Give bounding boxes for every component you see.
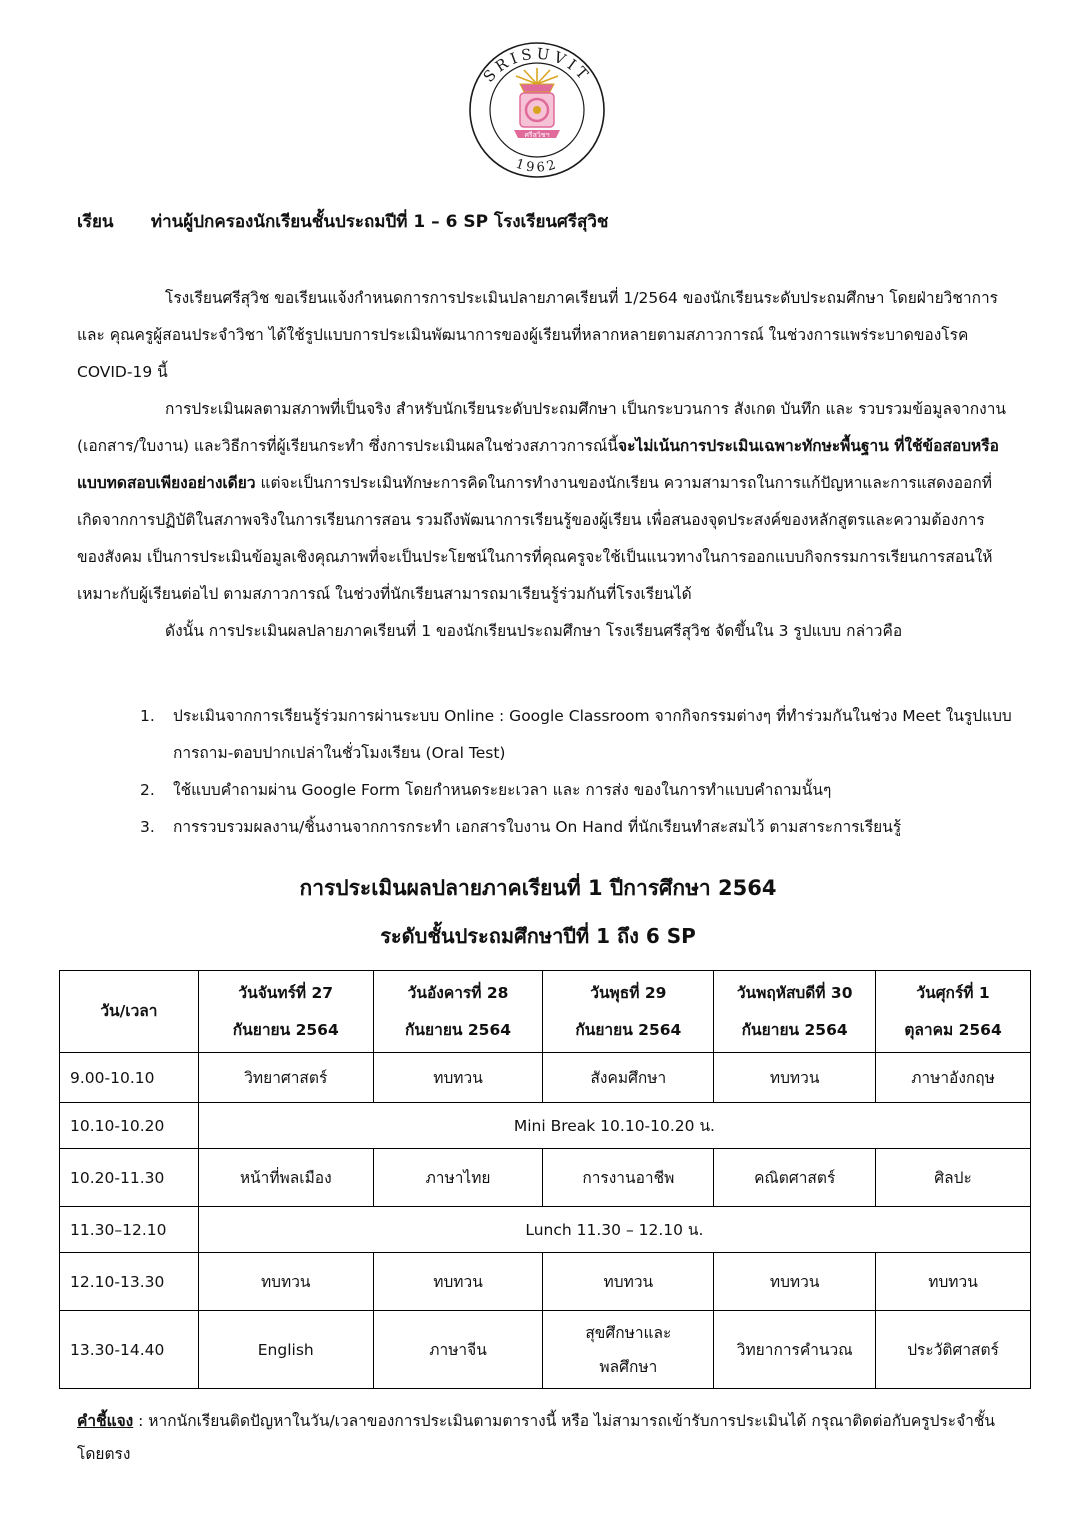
salutation-label: เรียน (77, 212, 114, 232)
subject-cell: ทบทวน (876, 1253, 1031, 1311)
exam-schedule-table (59, 970, 1031, 1389)
time-cell: 13.30-14.40 (60, 1311, 199, 1389)
table-row (60, 1053, 1031, 1103)
header-cell-day: วันจันทร์ที่ 27 กันยายน 2564 (198, 971, 373, 1053)
subject-cell: ภาษาอังกฤษ (876, 1053, 1031, 1103)
table-row-break (60, 1103, 1031, 1149)
seal-ribbon-text: ศรีสุวิชฯ (524, 131, 550, 139)
time-cell: 12.10-13.30 (60, 1253, 199, 1311)
list-item (140, 772, 1020, 809)
list-item (140, 809, 1020, 846)
subject-cell: ทบทวน (373, 1053, 543, 1103)
subject-cell: ภาษาไทย (373, 1149, 543, 1207)
break-cell: Mini Break 10.10-10.20 น. (198, 1103, 1030, 1149)
subject-cell: ทบทวน (714, 1253, 876, 1311)
list-item-number: 3. (140, 818, 155, 836)
subject-cell: ศิลปะ (876, 1149, 1031, 1207)
header-cell-day: วันพุธที่ 29 กันยายน 2564 (543, 971, 714, 1053)
lunch-cell: Lunch 11.30 – 12.10 น. (198, 1207, 1030, 1253)
header-cell-day: วันพฤหัสบดีที่ 30 กันยายน 2564 (714, 971, 876, 1053)
list-item-text: ใช้แบบคำถามผ่าน Google Form โดยกำหนดระยะเวลา และ การส่ง ของในการทำแบบคำถามนั้นๆ (173, 781, 832, 799)
time-cell: 11.30–12.10 (60, 1207, 199, 1253)
subject-cell: การงานอาชีพ (543, 1149, 714, 1207)
header-cell-day: วันศุกร์ที่ 1 ตุลาคม 2564 (876, 971, 1031, 1053)
subject-cell: หน้าที่พลเมือง (198, 1149, 373, 1207)
list-item-text: ประเมินจากการเรียนรู้ร่วมการผ่านระบบ Online : Google Classroom จากกิจกรรมต่างๆ ที่ทำร่วมกันในช่วง Meet ในรูปแบบ การถาม-ตอบปากเปล่าในชั่วโมงเรียน (Oral Test) (173, 707, 1012, 762)
salutation-text: ท่านผู้ปกครองนักเรียนชั้นประถมปีที่ 1 – 6 SP โรงเรียนศรีสุวิช (150, 212, 609, 232)
svg-text:1962 (514, 157, 561, 176)
schedule-subtitle: ระดับชั้นประถมศึกษาปีที่ 1 ถึง 6 SP (380, 924, 696, 948)
letter-body (77, 280, 1007, 650)
time-cell: 10.10-10.20 (60, 1103, 199, 1149)
paragraph-assessment-start: การประเมินผลตามสภาพที่เป็นจริง สำหรับนักเรียนระดับประถมศึกษา เป็นกระบวนการ สังเกต บันทึก และ รวบรวมข้อมูลจากงาน (เอกสาร/ใบงาน) และวิธีการที่ผู้เรียนกระทำ ซึ่งการประเมินผลในช่วงสภาวการณ์นี้ (77, 400, 1007, 455)
subject-cell: คณิตศาสตร์ (714, 1149, 876, 1207)
schedule-title: การประเมินผลปลายภาคเรียนที่ 1 ปีการศึกษา 2564 (299, 876, 777, 900)
header-cell-day: วันอังคารที่ 28 กันยายน 2564 (373, 971, 543, 1053)
paragraph-intro: โรงเรียนศรีสุวิช ขอเรียนแจ้งกำหนดการการประเมินปลายภาคเรียนที่ 1/2564 ของนักเรียนระดับประถมศึกษา โดยฝ่ายวิชาการ และ คุณครูผู้สอนประจำวิชา ได้ใช้รูปแบบการประเมินพัฒนาการของผู้เรียนที่หลากหลายตามสภาวการณ์ ในช่วงการแพร่ระบาดของโรค COVID-19 นี้ (77, 289, 999, 381)
subject-cell: สังคมศึกษา (543, 1053, 714, 1103)
paragraph-formats: ดังนั้น การประเมินผลปลายภาคเรียนที่ 1 ของนักเรียนประถมศึกษา โรงเรียนศรีสุวิช จัดขึ้นใน 3 รูปแบบ กล่าวคือ (165, 622, 903, 640)
list-item-number: 2. (140, 781, 155, 799)
paragraph-assessment-end: แต่จะเป็นการประเมินทักษะการคิดในการทำงานของนักเรียน ความสามารถในการแก้ปัญหาและการแสดงออกที่เกิดจากการปฏิบัติในสภาพจริงในการเรียนการสอน รวมถึงพัฒนาการเรียนรู้ของผู้เรียน เพื่อสนองจุดประสงค์ของหลักสูตรและความต้องการของสังคม เป็นการประเมินข้อมูลเชิงคุณภาพที่จะเป็นประโยชน์ในการที่คุณครูจะใช้เป็นแนวทางในการออกแบบกิจกรรมการเรียนการสอนให้เหมาะกับผู้เรียนต่อไป ตามสภาวการณ์ ในช่วงที่นักเรียนสามารถมาเรียนรู้ร่วมกันที่โรงเรียนได้ (77, 474, 993, 603)
list-item-number: 1. (140, 707, 155, 725)
seal-year: 1962 (513, 156, 561, 176)
table-row (60, 1253, 1031, 1311)
note-label: คำชี้แจง (77, 1412, 134, 1430)
list-item (140, 698, 1020, 772)
subject-cell: ภาษาจีน (373, 1311, 543, 1389)
subject-cell: ประวัติศาสตร์ (876, 1311, 1031, 1389)
note-text: : หากนักเรียนติดปัญหาในวัน/เวลาของการประเมินตามตารางนี้ หรือ ไม่สามารถเข้ารับการประเมินได้ กรุณาติดต่อกับครูประจำชั้นโดยตรง (77, 1412, 996, 1463)
paragraph-assessment-emphasis: จะไม่เน้นการประเมินเฉพาะทักษะพื้นฐาน ที่ใช้ข้อสอบหรือแบบทดสอบเพียงอย่างเดียว (77, 437, 999, 492)
subject-cell: สุขศึกษาและ พลศึกษา (543, 1311, 714, 1389)
subject-cell: วิทยาการคำนวณ (714, 1311, 876, 1389)
table-row (60, 1149, 1031, 1207)
time-cell: 9.00-10.10 (60, 1053, 199, 1103)
table-header-row (60, 971, 1031, 1053)
school-seal-logo (458, 38, 616, 178)
subject-cell: ทบทวน (198, 1253, 373, 1311)
subject-cell: ทบทวน (543, 1253, 714, 1311)
time-cell: 10.20-11.30 (60, 1149, 199, 1207)
seal-ring-text: SRISUVIT (479, 44, 595, 86)
subject-cell: ทบทวน (714, 1053, 876, 1103)
list-item-text: การรวบรวมผลงาน/ชิ้นงานจากการกระทำ เอกสารใบงาน On Hand ที่นักเรียนทำสะสมไว้ ตามสาระการเรียนรู้ (173, 818, 902, 836)
header-cell-corner: วัน/เวลา (60, 971, 199, 1053)
subject-cell: English (198, 1311, 373, 1389)
assessment-formats-list (140, 698, 1020, 846)
subject-cell: ทบทวน (373, 1253, 543, 1311)
salutation (77, 208, 608, 235)
subject-cell: วิทยาศาสตร์ (198, 1053, 373, 1103)
paragraph-assessment (77, 391, 1007, 613)
table-row (60, 1311, 1031, 1389)
explanation-note (77, 1405, 1007, 1471)
table-row-lunch (60, 1207, 1031, 1253)
